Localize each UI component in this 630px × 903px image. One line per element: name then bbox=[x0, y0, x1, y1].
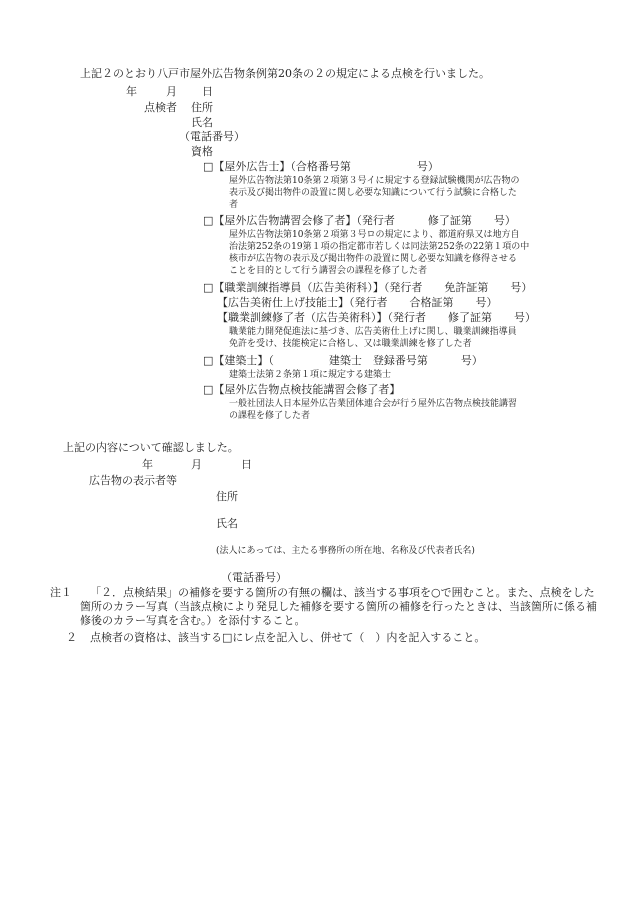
displayer-phone-label: （電話番号） bbox=[221, 571, 287, 584]
confirmation-year-label: 年 bbox=[142, 458, 153, 471]
inspector-phone-label: （電話番号） bbox=[179, 130, 245, 143]
confirmation-month-label: 月 bbox=[191, 458, 202, 471]
inspector-address-label: 住所 bbox=[191, 101, 213, 114]
qualification-desc-line: 屋外広告物法第10条第２項第３号イに規定する登録試験機関が広告物の bbox=[229, 176, 520, 186]
intro-month-label: 月 bbox=[166, 85, 177, 98]
intro-year-label: 年 bbox=[126, 85, 137, 98]
qualification-desc-line: 核市が広告物の表示及び掲出物件の設置に関し必要な知識を修得させる bbox=[229, 254, 518, 264]
confirmation-day-label: 日 bbox=[241, 458, 252, 471]
displayer-address-label: 住所 bbox=[216, 490, 238, 503]
intro-day-label: 日 bbox=[202, 85, 213, 98]
note-2-text: 点検者の資格は、該当する□にレ点を記入し、併せて（ ）内を記入すること。 bbox=[90, 631, 486, 644]
qualification-desc-line: 免許を受け、技能検定に合格し、又は職業訓練を修了した者 bbox=[229, 339, 472, 349]
qualification-desc-line: の課程を修了した者 bbox=[229, 411, 311, 421]
note-1-text: 「２．点検結果」の補修を要する箇所の有無の欄は、該当する事項を○で囲むこと。また、点検をした箇所のカラー写真（当該点検により発見した補修を要する箇所の補修を行ったときは、当該箇所に係る補修後のカラー写真を含む。）を添付すること。 bbox=[80, 586, 597, 627]
qualification-ad-finishing-technician: 【広告美術仕上げ技能士】（発行者 合格証第 号） bbox=[217, 296, 498, 309]
note-1-label: 注１ bbox=[50, 586, 72, 599]
displayer-label: 広告物の表示者等 bbox=[89, 474, 177, 487]
qualification-inspection-course: □【屋外広告物点検技能講習会修了者】 bbox=[203, 383, 401, 396]
confirmation-statement: 上記の内容について確認しました。 bbox=[63, 441, 239, 454]
note-2-label: ２ bbox=[66, 631, 77, 644]
qualification-desc-line: 表示及び掲出物件の設置に関し必要な知識について行う試験に合格した bbox=[229, 188, 517, 198]
qualification-desc-line: 建築士法第２条第１項に規定する建築士 bbox=[229, 370, 392, 380]
qualification-vocational-completer: 【職業訓練修了者（広告美術科）】（発行者 修了証第 号） bbox=[217, 311, 536, 324]
qualification-desc-line: 者 bbox=[229, 200, 239, 210]
inspector-label: 点検者 bbox=[144, 101, 177, 114]
qualification-desc-line: ことを目的として行う講習会の課程を修了した者 bbox=[229, 266, 428, 276]
qualification-desc-line: 屋外広告物法第10条第２項第３号ロの規定により、都道府県又は地方自 bbox=[229, 230, 520, 240]
qualification-desc-line: 治法第252条の19第１項の指定都市若しくは同法第252条の22第１項の中 bbox=[229, 242, 530, 252]
qualification-desc-line: 職業能力開発促進法に基づき、広告美術仕上げに関し、職業訓練指導員 bbox=[229, 327, 517, 337]
qualification-architect: □【建築士】（ 建築士 登録番号第 号） bbox=[203, 354, 483, 367]
corporation-note: (法人にあっては、主たる事務所の所在地、名称及び代表者氏名) bbox=[216, 546, 475, 556]
qualification-outdoor-ad-specialist: □【屋外広告士】（合格番号第 号） bbox=[203, 160, 439, 173]
displayer-name-label: 氏名 bbox=[216, 517, 238, 530]
inspector-name-label: 氏名 bbox=[191, 116, 213, 129]
qualification-course-completer: □【屋外広告物講習会修了者】（発行者 修了証第 号） bbox=[203, 214, 516, 227]
intro-statement: 上記２のとおり八戸市屋外広告物条例第20条の２の規定による点検を行いました。 bbox=[80, 67, 490, 80]
inspector-qualification-label: 資格 bbox=[191, 145, 213, 158]
qualification-vocational-instructor: □【職業訓練指導員（広告美術科）】（発行者 免許証第 号） bbox=[203, 281, 533, 294]
qualification-desc-line: 一般社団法人日本屋外広告業団体連合会が行う屋外広告物点検技能講習 bbox=[229, 399, 518, 409]
